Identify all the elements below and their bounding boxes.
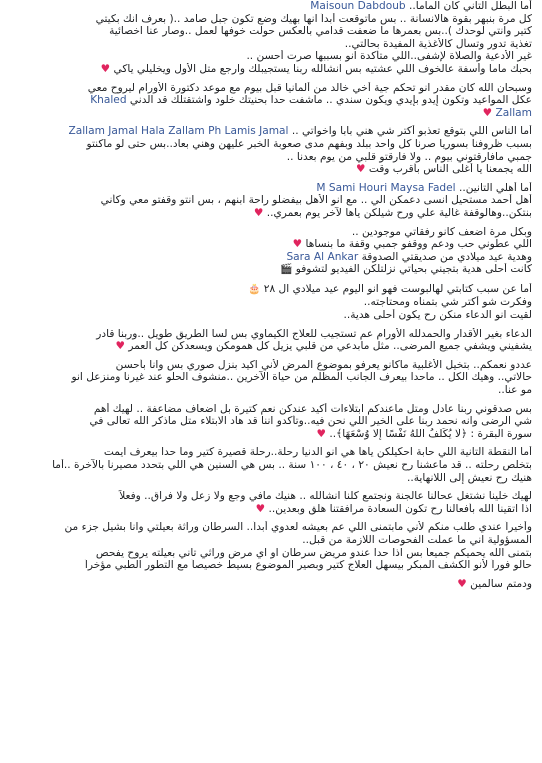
line-text: بتمنى الله يحميكم جميعاً بس اذا حدا عندو مريض سرطان او اي مرض وراثي تاني بعيلته يروح يفحص [95, 546, 532, 559]
line-text: بسبب ظروفنا بسوريا صرنا كل واحد ببلد وبفهم مدى صعوبة الخبر عليهن وهني بعاد..بس حتى لو ماكنتو [86, 137, 532, 150]
post-line [6, 384, 532, 397]
heart-icon: ♥ [100, 62, 111, 75]
post-line [6, 578, 532, 591]
post-line [6, 25, 532, 38]
line-text: أما البطل التاني كان الماما.. [409, 0, 532, 12]
post-line [6, 125, 532, 138]
post-line [6, 13, 532, 26]
post-line [6, 207, 532, 220]
emoji-icon: 🎂 [247, 283, 261, 295]
heart-icon: ♥ [115, 340, 125, 353]
post-paragraph [6, 0, 532, 76]
post-line [6, 107, 532, 120]
line-text: بس صدقوني ربنا عادل ومتل ماعندكم ابتلاءات أكيد عندكن نعم كتيرة بل اضعاف مضاعفة .. لهيك أهم [93, 402, 532, 415]
post-line [6, 50, 532, 63]
line-text: مو عنا.. [498, 384, 532, 397]
post-line [6, 403, 532, 416]
post-line [6, 490, 532, 503]
post-line [6, 472, 532, 485]
post-line [6, 151, 532, 164]
heart-icon: ♥ [253, 206, 264, 219]
line-text: المسؤولية اني ما عملت الفحوصات اللازمة من قبل.. [302, 533, 532, 546]
post-line [6, 94, 532, 107]
post-line [6, 163, 532, 176]
line-text: عكل المواعيد وتكون إيدو بإيدي ويكون سندي .. ماشفت حدا بحنيتك خلود واشتقتلك قد الدني [129, 94, 532, 107]
post-line [6, 547, 532, 560]
line-text: كانت أحلى هدية بتجيني بحياتي نزلتلكن الفيديو لتشوفو [295, 263, 532, 276]
post-line [6, 534, 532, 547]
post-line [6, 296, 532, 309]
line-text: وبكل مرة اضعف كانو رفقاتي موجودين .. [351, 225, 532, 238]
line-text: كل مرة بنبهر بقوة هالانسانة .. بس ماتوقعت أبداً انها بهيك وضع تكون جبل صامد ..( بعرف انك بكيتي [95, 12, 532, 25]
post-paragraph [6, 283, 532, 322]
post-paragraph [6, 521, 532, 571]
post-paragraph [6, 328, 532, 353]
line-text: عددو نعمكم.. بتخيل الأغلبية ماكانو يعرفو بموضوع المرض لأني اكيد بنزل صوري بس وانا بأحسن [115, 358, 532, 371]
line-text: بتخلص رحلته .. قد ماعشنا رح نعيش ٢٠ ، ٤٠ ، ١٠٠ سنة .. بس هي السنين هي اللي بتحدد مصيرنا بالآخرة ..أما [52, 459, 532, 471]
post-paragraph [6, 578, 532, 591]
emoji-icon: 🎬 [279, 264, 293, 276]
post-paragraph [6, 490, 532, 515]
line-text: وهدية عيد ميلادي من صديقتي الصدوقة [361, 250, 532, 263]
line-text: شي الرضى وانه نحمد ربنا على الخير اللي نحن فيه..وتأكدو اننا قد هاد الابتلاء متل ماذكر الله تعالى في [89, 415, 532, 428]
post-line [6, 138, 532, 151]
post-paragraph [6, 226, 532, 277]
line-text: اللي عطوني حب ودعم ووقفو جمبي وقفة ما بنساها [305, 238, 532, 251]
post-paragraph [6, 359, 532, 397]
line-text: تغذية تدور وتسأل كالأغذية المفيدة بحالتي.. [344, 37, 532, 50]
line-text: أما عن سبب كتابتي لهالبوست فهو انو اليوم عيد ميلادي ال ٢٨ [263, 282, 532, 295]
post-line [6, 82, 532, 95]
post-paragraph [6, 125, 532, 175]
post-line [6, 446, 532, 459]
post-line [6, 238, 532, 251]
post-line [6, 340, 532, 353]
mention-link[interactable]: Zallam [495, 106, 532, 119]
line-text: حالو فوراً لأنو الكشف المبكر بيسهل العلاج كتير وبصير الموضوع بسيط خصيصاً مع التطور الطبي مؤخراً [84, 559, 532, 572]
line-text: وسبحان الله كان مقدر انو تحكم جية أخي خالد من ألمانيا قبل بيوم مع موعد دكتورة الأورام ليروح معي [87, 81, 532, 94]
line-text: أما أهلي التانين.. [459, 181, 532, 194]
post-line [6, 371, 532, 384]
post-line [6, 309, 532, 322]
heart-icon: ♥ [316, 427, 326, 440]
line-text: وفكرت شو أكتر شي بتمناه ومحتاجته.. [363, 296, 532, 309]
line-text: غير الأدعية والصلاة لإشفى..اللي متأكدة انو بسببها صرت أحسن .. [246, 50, 532, 63]
heart-icon: ♥ [457, 577, 467, 590]
post-paragraph [6, 82, 532, 120]
post-line [6, 194, 532, 207]
post-line [6, 38, 532, 51]
mention-link[interactable]: Khaled [90, 94, 127, 107]
post-line [6, 263, 532, 277]
line-text: لقيت انو الدعاء منكن رح يكون أحلى هدية.. [343, 309, 532, 322]
heart-icon: ♥ [482, 106, 493, 119]
line-text: يشفيني ويشفي جميع المرضى.. مثل مابدعي من قلبي يزيل كل همومكن ويسعدكن كل العمر [128, 340, 532, 353]
line-text: هنيك رح نعيش إلى اللانهاية.. [406, 471, 532, 484]
heart-icon: ♥ [292, 238, 303, 251]
post-line [6, 182, 532, 195]
line-text: كتير وانتي لوحدك )..بس بعمرها ما ضعفت قدامي بالعكس حولت خوفها لعمل ..وصار عنا اخصائية [109, 25, 532, 38]
mention-link[interactable]: Maisoun Dabdoub [310, 0, 406, 12]
heart-icon: ♥ [255, 502, 266, 515]
post-line [6, 328, 532, 341]
line-text: حالاتي.. وهيك الكل .. ماحدا بيعرف الجانب المظلم من حياة الآخرين ..منشوف الحلو عند غيرنا ومنزعل انو [71, 371, 532, 384]
post-line [6, 359, 532, 372]
line-text: بنتكن..وهالوقفة غالية علي ورح شيلكن ياها لآخر يوم بعمري.. [266, 206, 532, 219]
post-paragraph [6, 182, 532, 220]
line-text: اذا اتقينا الله بأفعالنا رح تكون السعادة مرافقتنا هلق وبعدين.. [268, 502, 532, 515]
line-text: بحبك ماما وأسفة عالخوف اللي عشتيه بس انشالله ربنا يستجيبلك وارجع متل الأول ويخليلي ياكي [113, 62, 532, 75]
post-paragraph [6, 446, 532, 484]
line-text: جمبي مافارقتوني بيوم .. ولا فارقتو قلبي من يوم بعدنا .. [286, 150, 532, 163]
line-text: وأخيراً عندي طلب منكم لأني مابتمنى اللي عم بعيشه لعدوي أبداً.. السرطان وراثة بعيلتي وانا بشيل جزء من [64, 521, 532, 534]
post-line [6, 283, 532, 297]
post-paragraph [6, 403, 532, 441]
line-text: الله يجمعنا يا أغلى الناس بأقرب وقت [368, 163, 532, 176]
post-line [6, 459, 532, 472]
line-text: سورة البقرة : ﴿لَا يُكَلِّفُ اللَّهُ نَفْسًا إِلَّا وُسْعَهَا﴾.. [329, 427, 532, 440]
post-line [6, 415, 532, 428]
post-line [6, 503, 532, 516]
mention-link[interactable]: Zallam Jamal Hala Zallam Ph Lamis Jamal [68, 125, 289, 138]
post-line [6, 521, 532, 534]
mention-link[interactable]: Sara Al Ankar [286, 250, 359, 263]
line-text: أما النقطة التانية اللي حابة احكيلكن ياها هي انو الدنيا رحلة..رحلة قصيرة كتير وما حدا بيعرف ايمت [103, 446, 532, 459]
line-text: ودمتم سالمين [470, 577, 532, 590]
line-text: لهيك خلينا نشتغل عحالنا عالجنة ونجتمع كلنا انشالله .. هنيك مافي وجع ولا زعل ولا فراق.. وفعلاً [119, 490, 532, 503]
mention-link[interactable]: M Sami Houri Maysa Fadel [316, 181, 456, 194]
post-line [6, 251, 532, 264]
line-text: أما الناس اللي بتوقع تعذبو أكتر شي هني بابا واخواتي .. [291, 125, 532, 138]
post-line [6, 0, 532, 13]
heart-icon: ♥ [355, 163, 366, 176]
line-text: أهل أحمد مستحيل انسى دعمكن الي .. مع انو الأهل بيفضلو راحة ابنهم ، بس انتو وقفتو معي وكأني [100, 194, 532, 207]
post-line [6, 559, 532, 572]
line-text: الدعاء بغير الأقدار والحمدلله الأورام عم تستجيب للعلاج الكيماوي بس لسا الطريق طويل ..وربنا قادر [96, 327, 532, 340]
post-line [6, 226, 532, 239]
post-line [6, 428, 532, 441]
post-line [6, 63, 532, 76]
